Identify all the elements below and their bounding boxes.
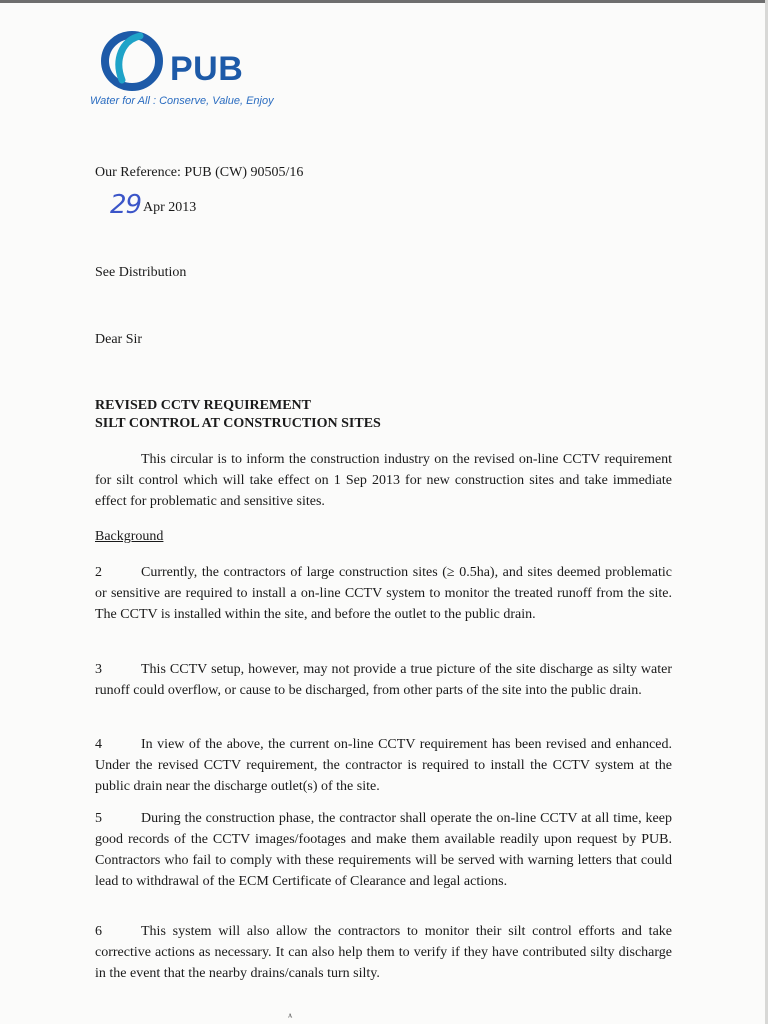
paragraph-number: 2	[95, 565, 102, 580]
paragraph-text: This system will also allow the contractors to monitor their silt control efforts and take corrective actions as necessary. It can also help them to verify if they have contributed silty discharge in the event that the nearby drains/canals turn silty.	[95, 924, 672, 981]
subject-line-1: REVISED CCTV REQUIREMENT	[95, 398, 312, 413]
paragraph-text: In view of the above, the current on-line CCTV requirement has been revised and enhanced. Under the revised CCTV requirement, the contractor is required to install the CCTV system at the public drain near the discharge outlet(s) of the site.	[95, 737, 672, 794]
paragraph-number: 3	[95, 662, 102, 677]
pub-swirl-icon	[100, 30, 170, 92]
paragraph-text: Currently, the contractors of large construction sites (≥ 0.5ha), and sites deemed problematic or sensitive are required to install a on-line CCTV system to monitor the treated runoff from the site. The CCTV is installed within the site, and before the outlet to the public drain.	[95, 565, 672, 622]
footer-mark: ᴬ	[288, 1012, 293, 1023]
logo-wordmark: PUB	[170, 50, 244, 88]
paragraph-number: 5	[95, 811, 102, 826]
handwritten-day: 29	[110, 190, 142, 220]
paragraph-text: During the construction phase, the contractor shall operate the on-line CCTV at all time, keep good records of the CCTV images/footages and make them available readily upon request by PUB. Contractors who fail to comply with these requirements will be served with warning letters that could lead to withdrawal of the ECM Certificate of Clearance and legal actions.	[95, 811, 672, 889]
salutation: Dear Sir	[95, 332, 143, 347]
paragraph-2	[95, 562, 672, 625]
reference-line: Our Reference: PUB (CW) 90505/16	[95, 165, 304, 180]
scan-edge-top	[0, 0, 768, 3]
date-month-year: Apr 2013	[143, 200, 197, 215]
paragraph-number: 6	[95, 924, 102, 939]
intro-paragraph	[95, 449, 672, 512]
paragraph-number: 4	[95, 737, 102, 752]
paragraph-3	[95, 659, 672, 701]
distribution-line: See Distribution	[95, 265, 187, 280]
section-heading-background: Background	[95, 529, 164, 544]
paragraph-4	[95, 734, 672, 797]
paragraph-6	[95, 921, 672, 984]
paragraph-5	[95, 808, 672, 892]
subject-line-2: SILT CONTROL AT CONSTRUCTION SITES	[95, 416, 381, 431]
pub-logo	[90, 30, 300, 115]
paragraph-text: This CCTV setup, however, may not provide a true picture of the site discharge as silty water runoff could overflow, or cause to be discharged, from other parts of the site into the public drain.	[95, 662, 672, 698]
intro-text: This circular is to inform the construction industry on the revised on-line CCTV requirement for silt control which will take effect on 1 Sep 2013 for new construction sites and take immediate effect for problematic and sensitive sites.	[95, 452, 672, 509]
logo-tagline: Water for All : Conserve, Value, Enjoy	[90, 95, 274, 107]
